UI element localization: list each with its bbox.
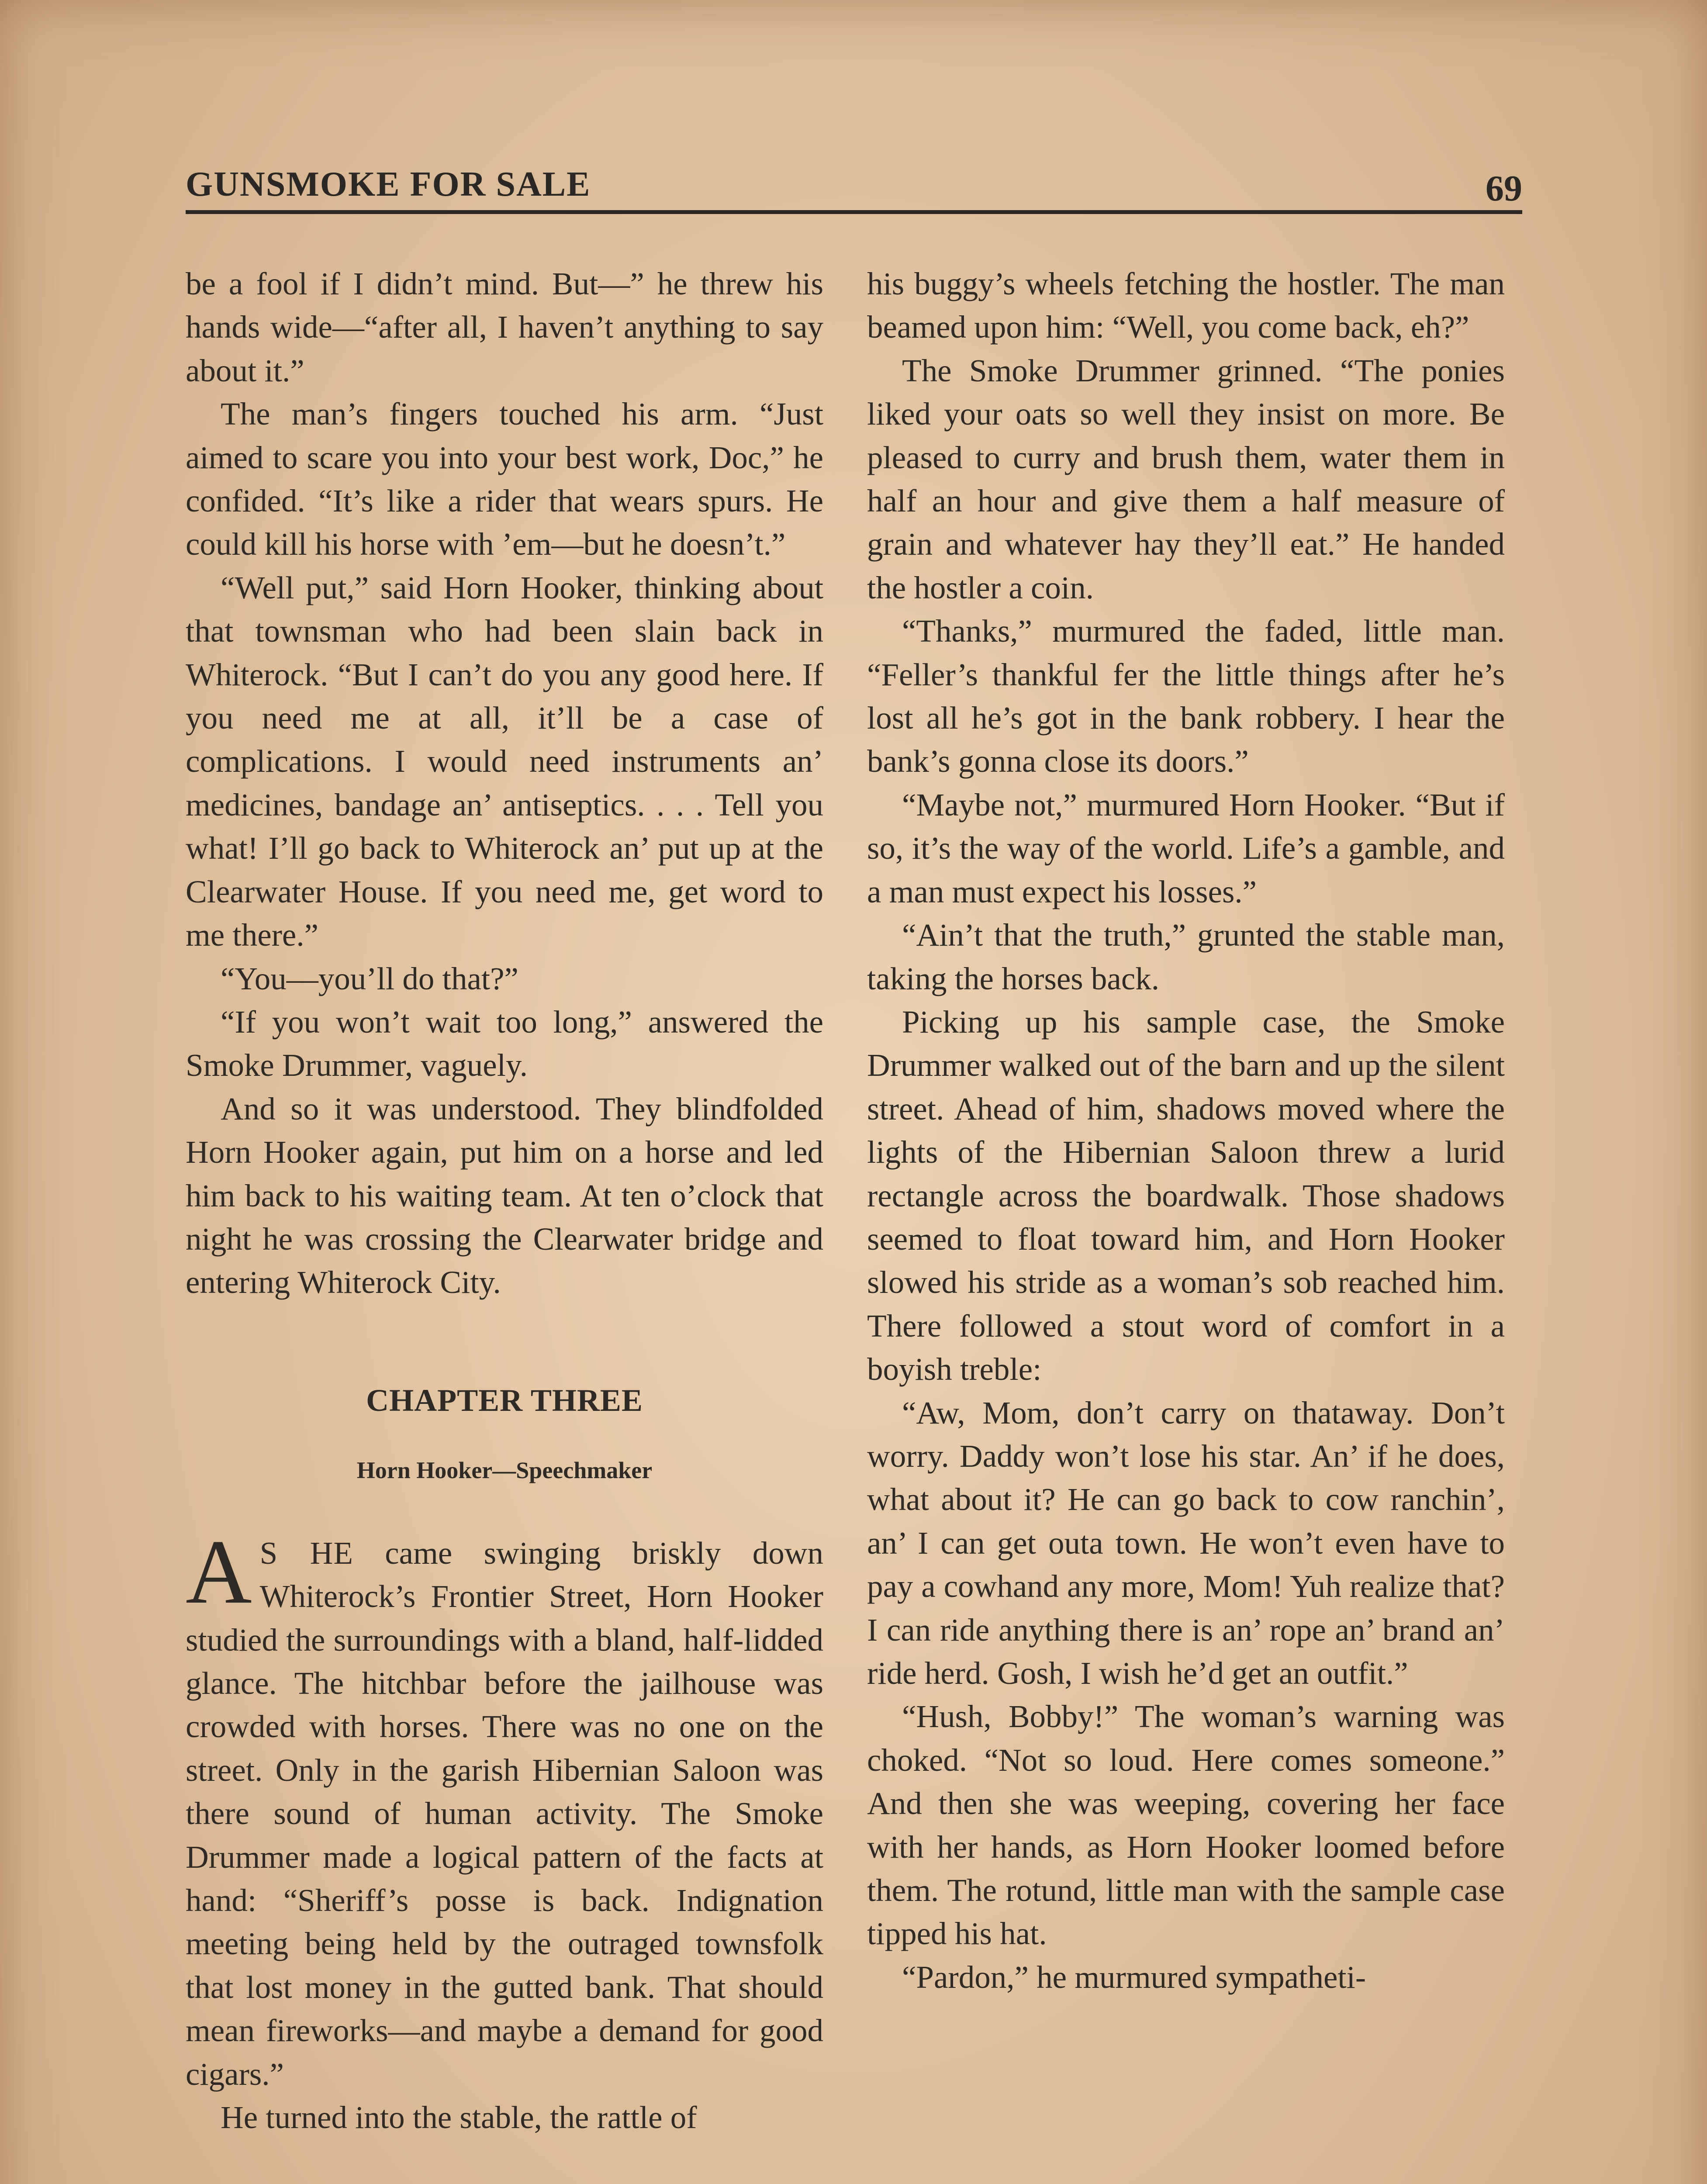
left-column (186, 262, 823, 2184)
right-column (867, 262, 1505, 2184)
page-header (186, 149, 1522, 214)
paragraph: The Smoke Drummer grinned. “The ponies liked your oats so well they insist on more. Be pleased to curry and brush them, water them in half an hour and give them a half measure of grain and whatever hay they’ll eat.” He handed the hostler a coin. (867, 352, 1505, 605)
lead-caps: S HE (259, 1535, 353, 1571)
paragraph: “Thanks,” murmured the faded, little man. “Feller’s thankful fer the little things after he’s lost all he’s got in the bank robbery. I hear the bank’s gonna close its doors.” (867, 613, 1505, 779)
paragraph: And so it was understood. They blindfolded Horn Hooker again, put him on a horse and led him back to his waiting team. At ten o’clock that night he was crossing the Clearwater bridge and entering Whiterock City. (186, 1091, 823, 1300)
header-rule (186, 210, 1522, 214)
paragraph: He turned into the stable, the rattle of (221, 2100, 697, 2136)
paragraph: “Well put,” said Horn Hooker, thinking about that townsman who had been slain back in Whiterock. “But I can’t do you any good here. If you need me at all, it’ll be a case of complications. I would need instruments an’ medicines, bandage an’ antiseptics. . . . Tell you what! I’ll go back to Whiterock an’ put up at the Clearwater House. If you need me, get word to me there.” (186, 570, 823, 953)
drop-cap: A (186, 1521, 252, 1623)
opening-text: came swinging briskly down Whiterock’s Frontier Street, Horn Hooker studied the surroundings with a bland, half-lidded glance. The hitchbar before the jailhouse was crowded with horses. There was no one on the street. Only in the garish Hibernian Saloon was there sound of human activity. The Smoke Drummer made a logical pattern of the facts at hand: “Sheriff’s posse is back. Indignation meeting being held by the outraged townsfolk that lost money in the gutted bank. That should mean fireworks—and maybe a demand for good cigars.” (186, 1535, 823, 2092)
chapter-heading: CHAPTER THREE (366, 1382, 643, 1418)
paragraph: “Aw, Mom, don’t carry on thataway. Don’t worry. Daddy won’t lose his star. An’ if he does, what about it? He can go back to cow ranchin’, an’ I can get outa town. He won’t even have to pay a cowhand any more, Mom! Yuh realize that? I can ride anything there is an’ rope an’ brand an’ ride herd. Gosh, I wish he’d get an outfit.” (867, 1395, 1505, 1691)
paragraph: “Ain’t that the truth,” grunted the stable man, taking the horses back. (867, 917, 1505, 996)
paragraph: Picking up his sample case, the Smoke Drummer walked out of the barn and up the silent street. Ahead of him, shadows moved where the lights of the Hibernian Saloon threw a lurid rectangle across the boardwalk. Those shadows seemed to float toward him, and Horn Hooker slowed his stride as a woman’s sob reached him. There followed a stout word of comfort in a boyish treble: (867, 1004, 1505, 1387)
chapter-subtitle: Horn Hooker—Speechmaker (356, 1457, 653, 1483)
paragraph: The man’s fingers touched his arm. “Just aimed to scare you into your best work, Doc,” he confided. “It’s like a rider that wears spurs. He could kill his horse with ’em—but he doesn’t.” (186, 396, 823, 562)
paragraph: “If you won’t wait too long,” answered the Smoke Drummer, vaguely. (186, 1004, 823, 1083)
paragraph: his buggy’s wheels fetching the hostler. The man beamed upon him: “Well, you come back, eh?” (867, 266, 1505, 345)
paragraph: be a fool if I didn’t mind. But—” he threw his hands wide—“after all, I haven’t anything to say about it.” (186, 266, 823, 388)
paragraph: “Pardon,” he murmured sympatheti- (902, 1959, 1366, 1995)
page-number: 69 (1486, 168, 1522, 209)
paragraph: “You—you’ll do that?” (221, 961, 518, 996)
paragraph: “Hush, Bobby!” The woman’s warning was choked. “Not so loud. Here comes someone.” And then she was weeping, covering her face with her hands, as Horn Hooker loomed before them. The rotund, little man with the sample case tipped his hat. (867, 1699, 1505, 1952)
running-title: GUNSMOKE FOR SALE (186, 165, 591, 204)
paragraph: “Maybe not,” murmured Horn Hooker. “But if so, it’s the way of the world. Life’s a gamble, and a man must expect his losses.” (867, 787, 1505, 909)
chapter-opening-paragraph (186, 1521, 823, 2096)
